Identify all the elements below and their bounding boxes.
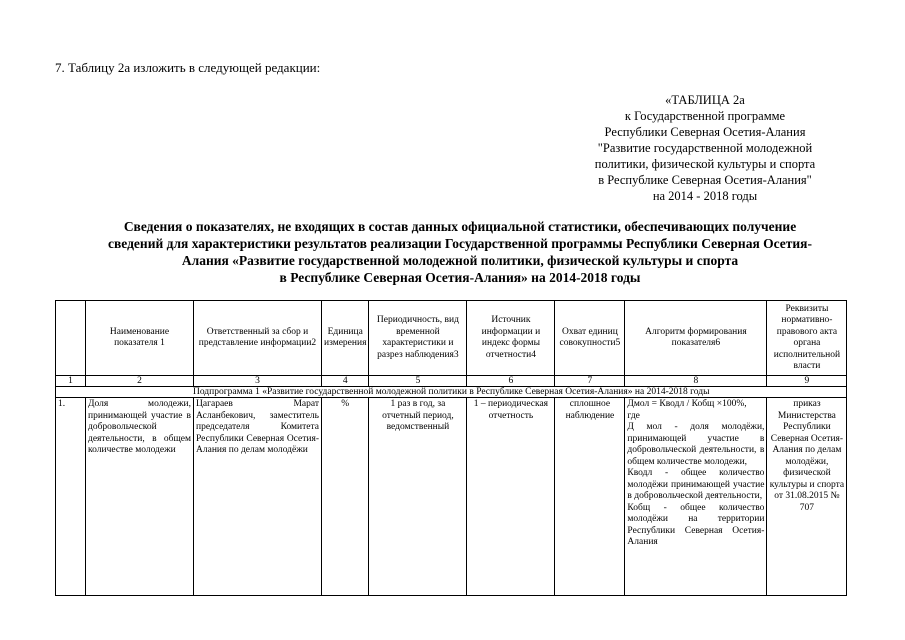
column-number: 2 (86, 376, 194, 387)
heading-line: Сведения о показателях, не входящих в состав данных официальной статистики, обеспечивающих получение (123, 219, 797, 234)
heading-line: сведений для характеристики результатов реализации Государственной программы Республики Северная Осетия- (108, 236, 812, 251)
heading-line: Алания «Развитие государственной молодежной политики, физической культуры и спорта (181, 253, 739, 268)
heading-line: в Республике Северная Осетия-Алания» на 2014-2018 годы (279, 270, 641, 285)
column-number: 3 (194, 376, 322, 387)
annex-line: на 2014 - 2018 годы (652, 189, 758, 203)
row-number: 1. (56, 398, 86, 596)
column-number: 9 (767, 376, 847, 387)
subprogram-title: Подпрограмма 1 «Развитие государственной молодежной политики в Республике Северная Осетия-Алания» на 2014-2018 годы (56, 387, 847, 398)
indicators-table (55, 300, 847, 596)
algorithm-definition: Кобщ - общее количество молодёжи на территории Республики Северная Осетия-Алания (627, 502, 765, 547)
header-cell: Реквизиты нормативно-правового акта органа исполнительной власти (767, 301, 847, 376)
annex-line: в Республике Северная Осетия-Алания" (598, 173, 812, 187)
unit: % (322, 398, 369, 596)
header-cell: Источник информации и индекс формы отчетности4 (467, 301, 555, 376)
header-cell: Единица измерения (322, 301, 369, 376)
responsible-person: Цагараев Марат Асланбекович, заместитель председателя Комитета Республики Северная Осетия-Алания по делам молодёжи (194, 398, 322, 596)
intro-text: 7. Таблицу 2а изложить в следующей редакции: (55, 60, 321, 75)
header-cell: Алгоритм формирования показателя6 (625, 301, 767, 376)
column-number: 7 (555, 376, 625, 387)
annex-line: «ТАБЛИЦА 2а (665, 93, 745, 107)
column-number: 6 (467, 376, 555, 387)
column-number: 4 (322, 376, 369, 387)
algorithm-definition: Кводл - общее количество молодёжи принимающей участие в добровольческой деятельности, (627, 468, 765, 501)
periodicity: 1 раз в год, за отчетный период, ведомственный (369, 398, 467, 596)
algorithm (625, 398, 767, 596)
indicator-name: Доля молодежи, принимающей участие в добровольческой деятельности, в общем количестве молодежи (86, 398, 194, 596)
algorithm-definition: Д мол - доля молодёжи, принимающей участие в добровольческой деятельности, в общем количестве молодежи, (627, 422, 765, 467)
algorithm-where: где (627, 410, 640, 421)
info-source: 1 – периодическая отчетность (467, 398, 555, 596)
column-number: 8 (625, 376, 767, 387)
table-header-row (56, 301, 847, 376)
header-cell: Охват единиц совокупности5 (555, 301, 625, 376)
header-cell: Наименование показателя 1 (86, 301, 194, 376)
header-cell: Ответственный за сбор и представление информации2 (194, 301, 322, 376)
column-number-row (56, 376, 847, 387)
algorithm-formula: Дмол = Кводл / Кобщ ×100%, (627, 399, 747, 409)
annex-line: Республики Северная Осетия-Алания (604, 125, 806, 139)
subprogram-row (56, 387, 847, 398)
annex-line: к Государственной программе (624, 109, 786, 123)
annex-caption (560, 92, 850, 204)
document-heading (55, 218, 865, 286)
column-number: 1 (56, 376, 86, 387)
column-number: 5 (369, 376, 467, 387)
legal-act: приказ Министерства Республики Северная Осетия-Алания по делам молодёжи, физической культуры и спорта от 31.08.2015 № 707 (767, 398, 847, 596)
header-cell (56, 301, 86, 376)
coverage: сплошное наблюдение (555, 398, 625, 596)
annex-line: "Развитие государственной молодежной (597, 141, 813, 155)
annex-line: политики, физической культуры и спорта (594, 157, 816, 171)
table-row (56, 398, 847, 596)
header-cell: Периодичность, вид временной характеристики и разрез наблюдения3 (369, 301, 467, 376)
